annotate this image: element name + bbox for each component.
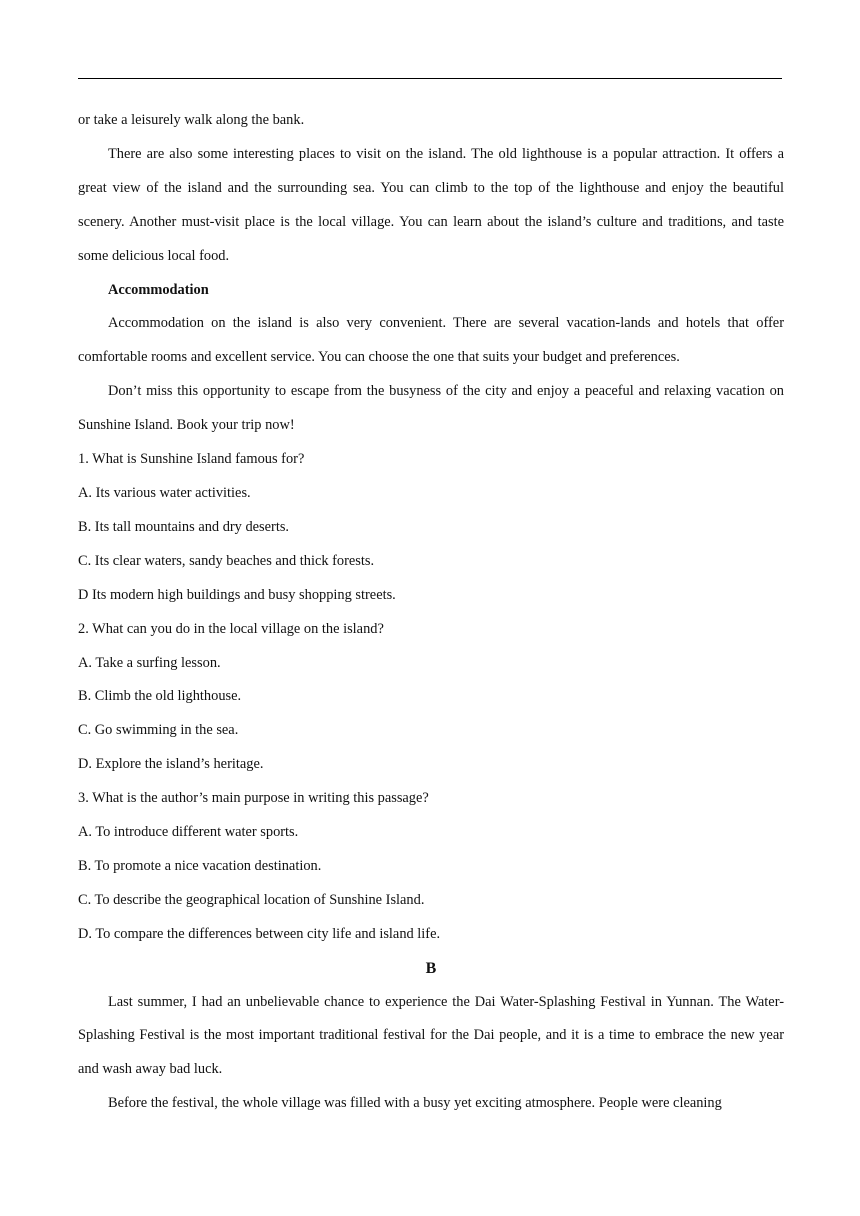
question-block [78,613,784,783]
section-heading-accommodation: Accommodation [108,281,209,298]
answer-option: C. Go swimming in the sea. [78,722,239,739]
answer-option: B. Climb the old lighthouse. [78,688,242,705]
passage-a-paragraph: Accommodation on the island is also very convenient. There are several vacation-lands and hotels that offer comfortable rooms and excellent service. You can choose the one that suits your budget and preferences. [78,315,784,366]
passage-b-paragraph: Last summer, I had an unbelievable chance to experience the Dai Water-Splashing Festival in Yunnan. The Water-Splashing Festival is the most important traditional festival for the Dai people, and it is a time to embrace the new year and wash away bad luck. [78,993,784,1078]
answer-option: C. To describe the geographical location of Sunshine Island. [78,891,425,908]
question-block [78,782,784,952]
question-stem: 2. What can you do in the local village on the island? [78,620,384,637]
answer-option: D. To compare the differences between city life and island life. [78,925,441,942]
question-stem: 3. What is the author’s main purpose in writing this passage? [78,790,429,807]
passage-a-paragraph: There are also some interesting places to visit on the island. The old lighthouse is a popular attraction. It offers a great view of the island and the surrounding sea. You can climb to the top of the lighthouse and enjoy the beautiful scenery. Another must-visit place is the local village. You can learn about the island’s culture and traditions, and taste some delicious local food. [78,145,784,264]
question-stem: 1. What is Sunshine Island famous for? [78,451,305,468]
answer-option: D Its modern high buildings and busy shopping streets. [78,586,396,603]
answer-option: D. Explore the island’s heritage. [78,756,264,773]
answer-option: A. Its various water activities. [78,484,251,501]
section-label-b: B [425,959,437,977]
passage-b-paragraph: Before the festival, the whole village was filled with a busy yet exciting atmosphere. People were cleaning [108,1095,722,1112]
answer-option: B. Its tall mountains and dry deserts. [78,518,290,535]
page-content [78,104,784,1121]
passage-a-paragraph: Don’t miss this opportunity to escape from the busyness of the city and enjoy a peaceful and relaxing vacation on Sunshine Island. Book your trip now! [78,383,784,434]
header-rule [78,78,782,79]
answer-option: A. Take a surfing lesson. [78,654,221,671]
answer-option: B. To promote a nice vacation destination. [78,857,322,874]
answer-option: C. Its clear waters, sandy beaches and thick forests. [78,552,375,569]
passage-a-paragraph: or take a leisurely walk along the bank. [78,112,305,128]
answer-option: A. To introduce different water sports. [78,824,299,841]
question-block [78,443,784,613]
